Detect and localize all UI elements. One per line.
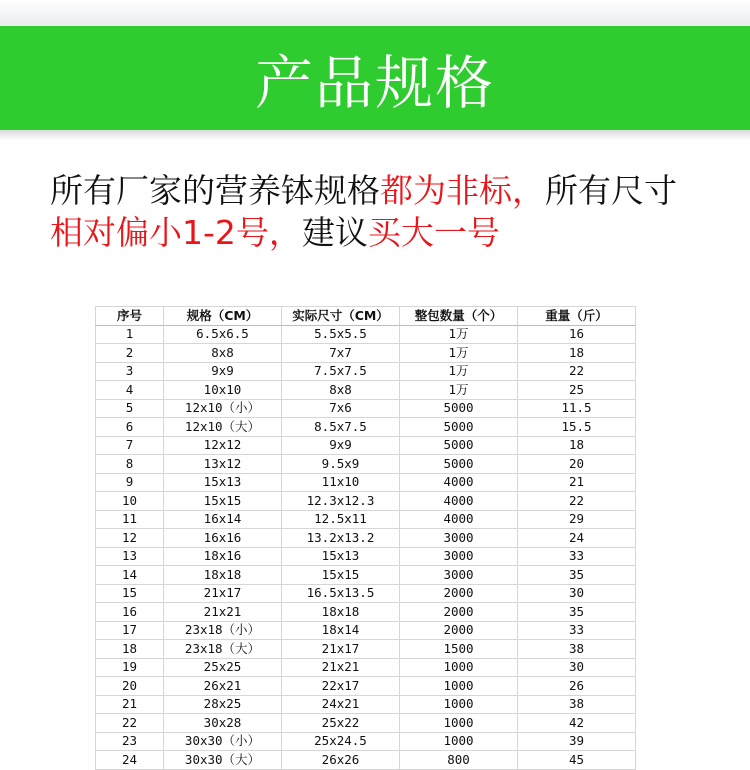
cell-quantity: 1000	[400, 732, 518, 751]
cell-index: 5	[96, 399, 164, 418]
cell-spec: 23x18（大）	[164, 640, 282, 659]
cell-index: 22	[96, 714, 164, 733]
header-weight: 重量（斤）	[518, 307, 636, 326]
banner-title: 产品规格	[254, 49, 495, 117]
cell-actual-size: 25x24.5	[282, 732, 400, 751]
table-row	[96, 751, 636, 770]
cell-quantity: 2000	[400, 621, 518, 640]
cell-weight: 26	[518, 677, 636, 696]
cell-weight: 21	[518, 473, 636, 492]
cell-weight: 30	[518, 584, 636, 603]
cell-actual-size: 8x8	[282, 381, 400, 400]
notice-text: 所有尺寸	[545, 171, 677, 210]
cell-index: 2	[96, 344, 164, 363]
cell-spec: 12x12	[164, 436, 282, 455]
table-row	[96, 547, 636, 566]
cell-spec: 12x10（小）	[164, 399, 282, 418]
cell-actual-size: 12.3x12.3	[282, 492, 400, 511]
cell-actual-size: 21x21	[282, 658, 400, 677]
cell-quantity: 3000	[400, 566, 518, 585]
cell-weight: 42	[518, 714, 636, 733]
cell-weight: 11.5	[518, 399, 636, 418]
notice-highlight: 都为非标，	[380, 171, 545, 210]
cell-quantity: 1500	[400, 640, 518, 659]
cell-index: 19	[96, 658, 164, 677]
cell-index: 4	[96, 381, 164, 400]
cell-spec: 30x30（大）	[164, 751, 282, 770]
cell-quantity: 5000	[400, 399, 518, 418]
cell-weight: 45	[518, 751, 636, 770]
spec-table	[95, 306, 636, 770]
table-row	[96, 529, 636, 548]
table-row	[96, 714, 636, 733]
cell-actual-size: 7x7	[282, 344, 400, 363]
table-row	[96, 344, 636, 363]
cell-quantity: 4000	[400, 510, 518, 529]
cell-index: 16	[96, 603, 164, 622]
cell-weight: 18	[518, 436, 636, 455]
cell-quantity: 2000	[400, 603, 518, 622]
table-row	[96, 566, 636, 585]
cell-spec: 18x16	[164, 547, 282, 566]
cell-spec: 16x14	[164, 510, 282, 529]
cell-weight: 18	[518, 344, 636, 363]
cell-actual-size: 8.5x7.5	[282, 418, 400, 437]
table-row	[96, 584, 636, 603]
cell-spec: 10x10	[164, 381, 282, 400]
cell-spec: 6.5x6.5	[164, 325, 282, 344]
cell-weight: 20	[518, 455, 636, 474]
cell-quantity: 1万	[400, 362, 518, 381]
cell-spec: 12x10（大）	[164, 418, 282, 437]
table-row	[96, 399, 636, 418]
cell-weight: 33	[518, 621, 636, 640]
table-row	[96, 695, 636, 714]
cell-weight: 25	[518, 381, 636, 400]
header-spec: 规格（CM）	[164, 307, 282, 326]
cell-index: 3	[96, 362, 164, 381]
cell-index: 17	[96, 621, 164, 640]
cell-weight: 24	[518, 529, 636, 548]
notice-line-1	[50, 170, 730, 212]
cell-index: 18	[96, 640, 164, 659]
cell-actual-size: 22x17	[282, 677, 400, 696]
cell-actual-size: 16.5x13.5	[282, 584, 400, 603]
banner-top-edge	[0, 0, 750, 26]
cell-actual-size: 15x15	[282, 566, 400, 585]
cell-index: 20	[96, 677, 164, 696]
table-body	[96, 325, 636, 769]
table-row	[96, 455, 636, 474]
cell-quantity: 1万	[400, 325, 518, 344]
cell-weight: 35	[518, 603, 636, 622]
cell-quantity: 1000	[400, 695, 518, 714]
cell-quantity: 4000	[400, 473, 518, 492]
cell-index: 6	[96, 418, 164, 437]
spec-table-container	[95, 306, 635, 767]
cell-weight: 38	[518, 640, 636, 659]
cell-quantity: 1万	[400, 381, 518, 400]
table-row	[96, 492, 636, 511]
notice-text: 所有厂家的营养钵规格	[50, 171, 380, 210]
cell-spec: 16x16	[164, 529, 282, 548]
cell-weight: 22	[518, 492, 636, 511]
cell-weight: 33	[518, 547, 636, 566]
cell-weight: 15.5	[518, 418, 636, 437]
cell-spec: 13x12	[164, 455, 282, 474]
cell-actual-size: 26x26	[282, 751, 400, 770]
header-quantity: 整包数量（个）	[400, 307, 518, 326]
header-actual-size: 实际尺寸（CM）	[282, 307, 400, 326]
banner-shadow	[0, 130, 750, 140]
cell-quantity: 5000	[400, 436, 518, 455]
header-index: 序号	[96, 307, 164, 326]
cell-index: 9	[96, 473, 164, 492]
cell-index: 1	[96, 325, 164, 344]
cell-quantity: 1000	[400, 658, 518, 677]
cell-quantity: 1万	[400, 344, 518, 363]
title-banner	[0, 26, 750, 130]
cell-spec: 15x13	[164, 473, 282, 492]
cell-actual-size: 11x10	[282, 473, 400, 492]
notice-text: 建议	[301, 213, 368, 252]
cell-index: 8	[96, 455, 164, 474]
table-row	[96, 381, 636, 400]
table-row	[96, 621, 636, 640]
cell-spec: 28x25	[164, 695, 282, 714]
cell-index: 11	[96, 510, 164, 529]
cell-actual-size: 7.5x7.5	[282, 362, 400, 381]
cell-index: 15	[96, 584, 164, 603]
cell-actual-size: 25x22	[282, 714, 400, 733]
table-header-row	[96, 307, 636, 326]
cell-quantity: 1000	[400, 714, 518, 733]
cell-index: 12	[96, 529, 164, 548]
cell-actual-size: 21x17	[282, 640, 400, 659]
table-row	[96, 510, 636, 529]
table-row	[96, 362, 636, 381]
cell-spec: 21x17	[164, 584, 282, 603]
cell-actual-size: 9x9	[282, 436, 400, 455]
cell-spec: 15x15	[164, 492, 282, 511]
cell-spec: 23x18（小）	[164, 621, 282, 640]
cell-actual-size: 13.2x13.2	[282, 529, 400, 548]
cell-weight: 39	[518, 732, 636, 751]
cell-quantity: 2000	[400, 584, 518, 603]
cell-actual-size: 18x14	[282, 621, 400, 640]
cell-weight: 29	[518, 510, 636, 529]
table-row	[96, 658, 636, 677]
cell-actual-size: 5.5x5.5	[282, 325, 400, 344]
cell-actual-size: 12.5x11	[282, 510, 400, 529]
cell-index: 13	[96, 547, 164, 566]
cell-quantity: 4000	[400, 492, 518, 511]
table-row	[96, 436, 636, 455]
cell-quantity: 800	[400, 751, 518, 770]
cell-actual-size: 15x13	[282, 547, 400, 566]
cell-index: 7	[96, 436, 164, 455]
cell-quantity: 5000	[400, 418, 518, 437]
cell-index: 24	[96, 751, 164, 770]
cell-index: 21	[96, 695, 164, 714]
cell-spec: 8x8	[164, 344, 282, 363]
notice-highlight: 买大一号	[367, 213, 500, 252]
notice-line-2	[50, 212, 730, 254]
table-row	[96, 418, 636, 437]
notice-highlight: 相对偏小1-2号，	[50, 213, 302, 252]
table-row	[96, 732, 636, 751]
cell-actual-size: 24x21	[282, 695, 400, 714]
cell-weight: 16	[518, 325, 636, 344]
cell-index: 14	[96, 566, 164, 585]
cell-spec: 18x18	[164, 566, 282, 585]
table-row	[96, 603, 636, 622]
cell-spec: 9x9	[164, 362, 282, 381]
cell-weight: 35	[518, 566, 636, 585]
cell-actual-size: 7x6	[282, 399, 400, 418]
cell-index: 10	[96, 492, 164, 511]
cell-actual-size: 9.5x9	[282, 455, 400, 474]
cell-spec: 30x30（小）	[164, 732, 282, 751]
cell-actual-size: 18x18	[282, 603, 400, 622]
cell-quantity: 3000	[400, 547, 518, 566]
cell-weight: 30	[518, 658, 636, 677]
cell-spec: 25x25	[164, 658, 282, 677]
cell-spec: 30x28	[164, 714, 282, 733]
cell-quantity: 3000	[400, 529, 518, 548]
table-row	[96, 640, 636, 659]
cell-quantity: 1000	[400, 677, 518, 696]
cell-weight: 22	[518, 362, 636, 381]
cell-spec: 26x21	[164, 677, 282, 696]
cell-weight: 38	[518, 695, 636, 714]
table-row	[96, 677, 636, 696]
table-row	[96, 325, 636, 344]
cell-index: 23	[96, 732, 164, 751]
table-row	[96, 473, 636, 492]
cell-quantity: 5000	[400, 455, 518, 474]
cell-spec: 21x21	[164, 603, 282, 622]
